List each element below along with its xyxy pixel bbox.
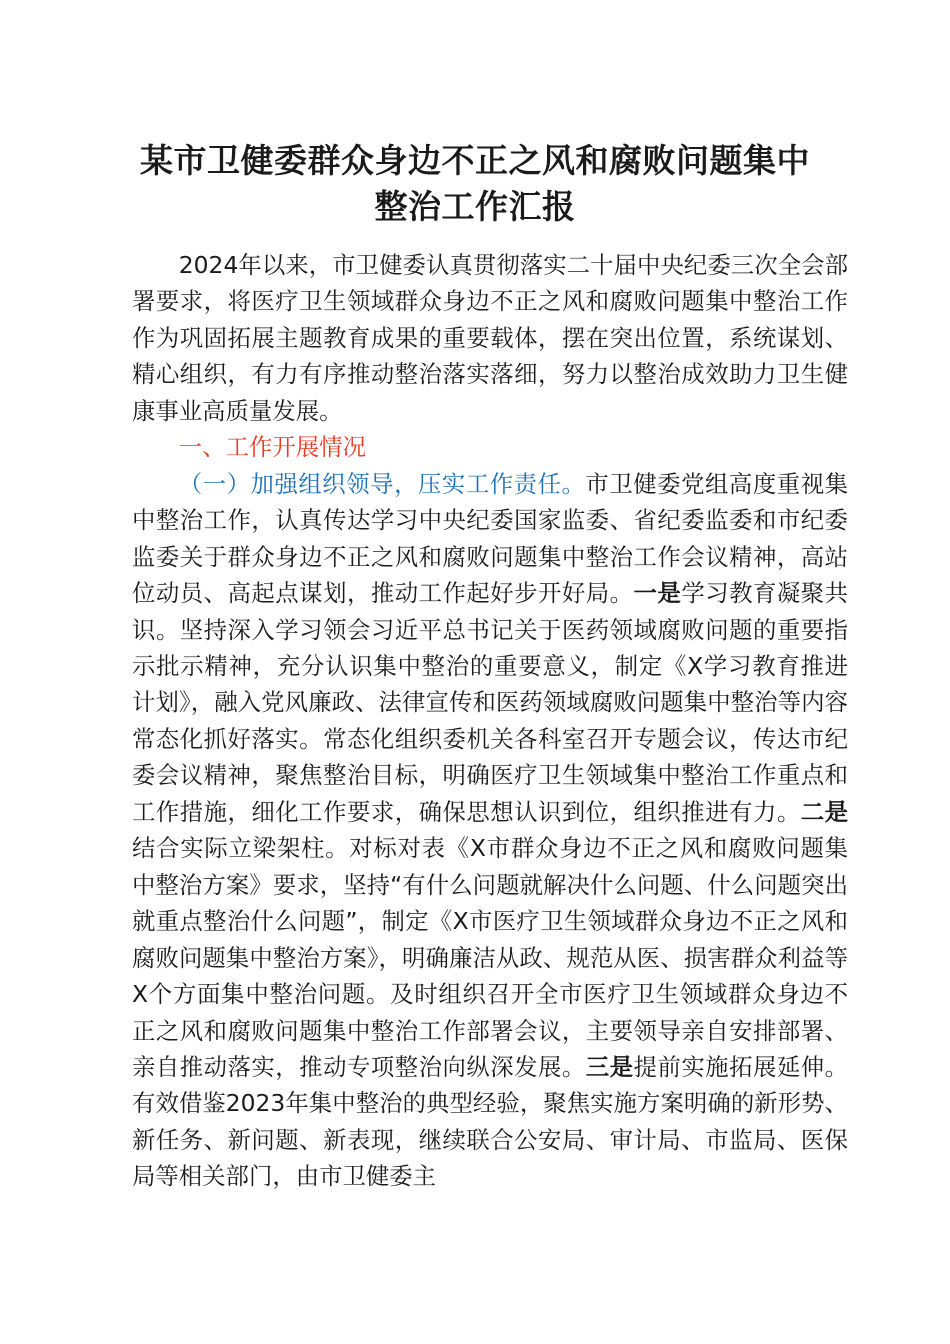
section-paragraph [132, 466, 848, 1195]
sub-heading: （一）加强组织领导，压实工作责任。 [178, 469, 586, 498]
title-line-1: 某市卫健委群众身边不正之风和腐败问题集中 [140, 141, 810, 180]
point-1-text: 学习教育凝聚共识。坚持深入学习领会习近平总书记关于医药领域腐败问题的重要指示批示精神，充分认识集中整治的重要意义，制定《X学习教育推进计划》，融入党风廉政、法律宣传和医药领域腐败问题集中整治等内容常态化抓好落实。常态化组织委机关各科室召开专题会议，传达市纪委会议精神，聚焦整治目标，明确医疗卫生领域集中整治工作重点和工作措施，细化工作要求，确保思想认识到位，组织推进有力。 [132, 579, 849, 826]
point-2-label: 二是 [800, 797, 849, 826]
intro-paragraph: 2024年以来，市卫健委认真贯彻落实二十届中央纪委三次全会部署要求，将医疗卫生领域群众身边不正之风和腐败问题集中整治工作作为巩固拓展主题教育成果的重要载体，摆在突出位置，系统谋划、精心组织，有力有序推动整治落实落细，努力以整治成效助力卫生健康事业高质量发展。 [132, 251, 848, 425]
document-title [100, 138, 850, 230]
section-heading: 一、工作开展情况 [178, 433, 366, 462]
title-line-2: 整治工作汇报 [374, 187, 576, 226]
point-1-label: 一是 [633, 579, 682, 608]
document-body [132, 247, 848, 1195]
point-3-label: 三是 [585, 1052, 634, 1081]
point-3-text: 提前实施拓展延伸。有效借鉴2023年集中整治的典型经验，聚焦实施方案明确的新形势、新任务、新问题、新表现，继续联合公安局、审计局、市监局、医保局等相关部门，由市卫健委主 [132, 1052, 849, 1191]
sub-text: 市卫健委党组高度重视集中整治工作，认真传达学习中央纪委国家监委、省纪委监委和市纪委监委关于群众身边不正之风和腐败问题集中整治工作会议精神，高站位动员、高起点谋划，推动工作起好步开好局。 [132, 469, 849, 608]
point-2-text: 结合实际立梁架柱。对标对表《X市群众身边不正之风和腐败问题集中整治方案》要求，坚持“有什么问题就解决什么问题、什么问题突出就重点整治什么问题”，制定《X市医疗卫生领域群众身边不正之风和腐败问题集中整治方案》，明确廉洁从政、规范从医、损害群众利益等X个方面集中整治问题。及时组织召开全市医疗卫生领域群众身边不正之风和腐败问题集中整治工作部署会议，主要领导亲自安排部署、亲自推动落实，推动专项整治向纵深发展。 [132, 834, 848, 1081]
